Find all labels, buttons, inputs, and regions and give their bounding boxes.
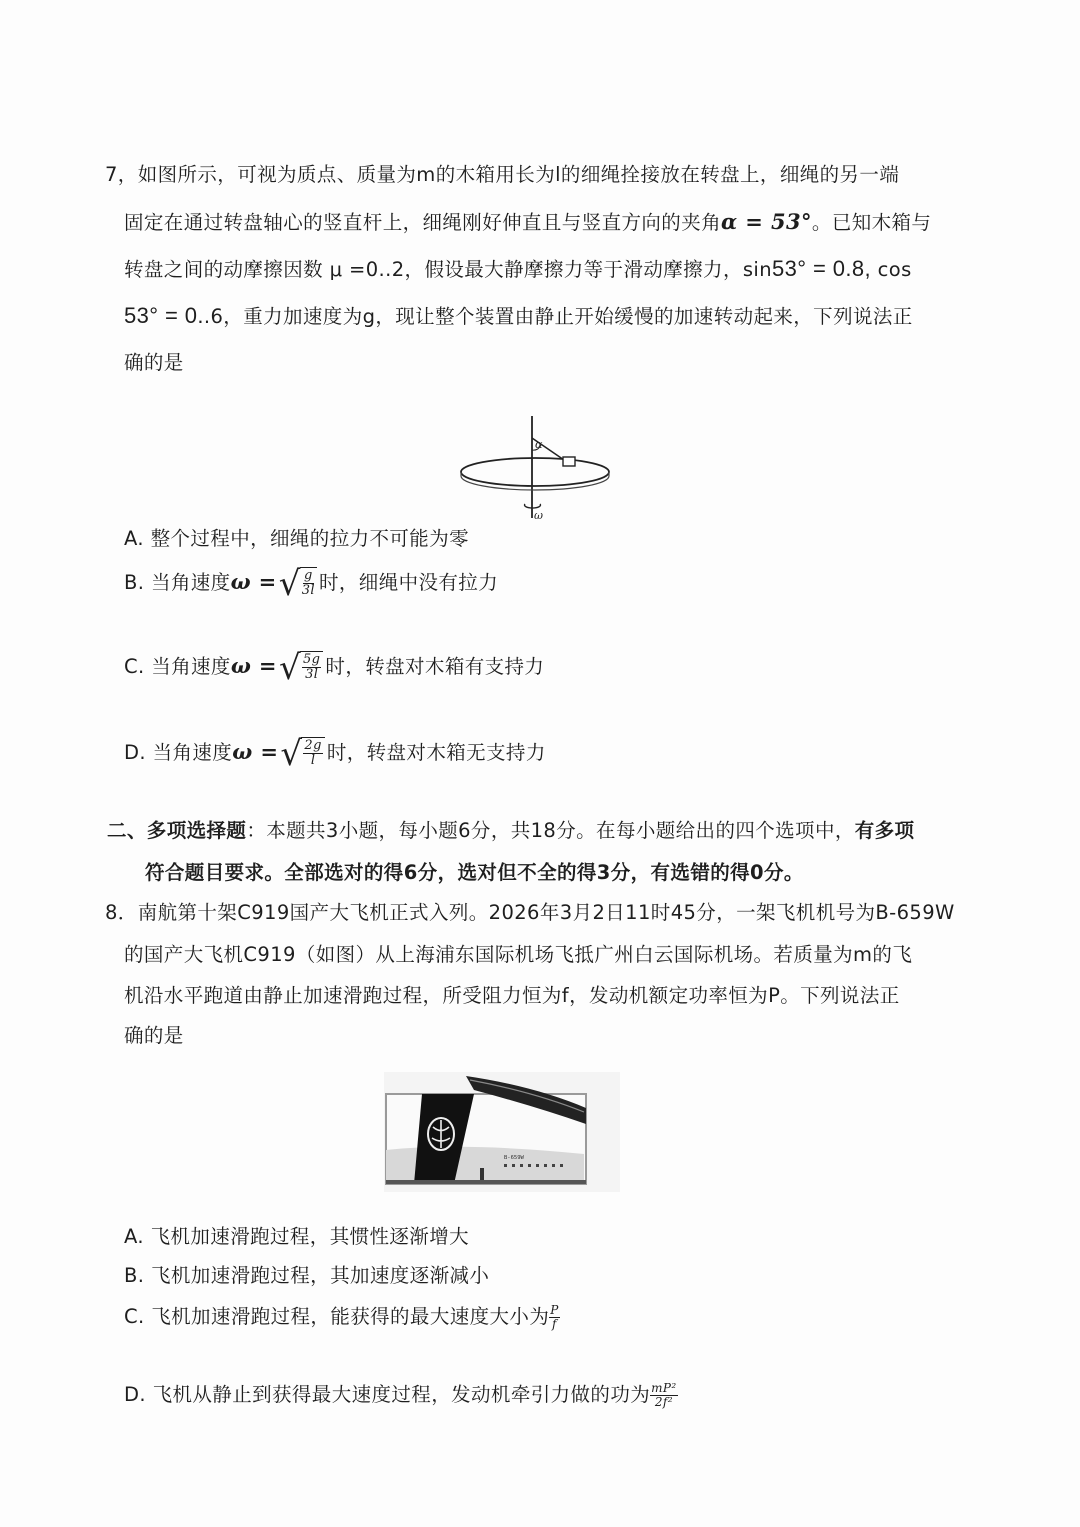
q8-option-b: B. 飞机加速滑跑过程，其加速度逐渐减小 — [124, 1264, 490, 1287]
cos-value: 53° = 0. — [124, 303, 204, 328]
q8-line-3: 机沿水平跑道由静止加速滑跑过程，所受阻力恒为f，发动机额定功率恒为P。下列说法正 — [124, 984, 900, 1007]
airplane-photo — [384, 1072, 620, 1192]
sqrt-5g-over-3l: √ $\frac{5g}{3l}$ — [279, 651, 323, 685]
q8-option-c: C. 飞机加速滑跑过程，能获得的最大速度大小为 $\frac{P}{f}$ — [124, 1303, 559, 1331]
fraction-p-over-f: $\frac{P}{f}$ — [550, 1303, 559, 1331]
q7-line-1: 7，如图所示，可视为质点、质量为m的木箱用长为l的细绳拴接放在转盘上，细绳的另一端 — [105, 163, 900, 186]
q8-line-4: 确的是 — [124, 1024, 184, 1047]
wooden-box — [563, 457, 575, 466]
q7-option-c: C. 当角速度ω = √ $\frac{5g}{3l}$ 时，转盘对木箱有支持力 — [124, 647, 545, 688]
q7-line-2: 固定在通过转盘轴心的竖直杆上，细绳刚好伸直且与竖直方向的夹角α = 53°。已知木箱与 — [124, 209, 932, 234]
q7-option-d: D. 当角速度ω = √ $\frac{2g}{l}$ 时，转盘对木箱无支持力 — [124, 733, 546, 774]
turntable-rim — [461, 472, 609, 490]
q7-option-b: B. 当角速度ω = √ $\frac{g}{3l}$ 时，细绳中没有拉力 — [124, 563, 499, 604]
q7-line-5: 确的是 — [124, 351, 184, 374]
q8-option-a: A. 飞机加速滑跑过程，其惯性逐渐增大 — [124, 1225, 469, 1248]
q8-option-d: D. 飞机从静止到获得最大速度过程，发动机牵引力做的功为 $\frac{\text{mP²}}{\text{2f²}}$ — [124, 1381, 677, 1409]
sqrt-g-over-3l: √ $\frac{g}{3l}$ — [278, 563, 315, 604]
section2-line-1: 二、多项选择题：本题共3小题，每小题6分，共18分。在每小题给出的四个选项中，有多项 — [107, 819, 915, 842]
q7-option-a: A. 整个过程中，细绳的拉力不可能为零 — [124, 527, 469, 550]
sin-value: 53° = 0.8, — [772, 256, 872, 281]
section2-line-2: 符合题目要求。全部选对的得6分，选对但不全的得3分，有选错的得0分。 — [145, 861, 804, 884]
q8-line-2: 的国产大飞机C919（如图）从上海浦东国际机场飞抵广州白云国际机场。若质量为m的飞 — [124, 943, 913, 966]
sqrt-2g-over-l: √ $\frac{2g}{l}$ — [280, 737, 324, 771]
fraction-mp2-over-2f2: $\frac{\text{mP²}}{\text{2f²}}$ — [651, 1381, 677, 1409]
omega-label: ω — [534, 509, 543, 522]
registration-text: B-659W — [504, 1155, 524, 1161]
alpha-label: α — [535, 438, 543, 451]
q8-line-1: 8．南航第十架C919国产大飞机正式入列。2026年3月2日11时45分，一架飞机机号为B-659W — [105, 901, 955, 924]
alpha-equation: α = 53° — [721, 209, 812, 234]
turntable-disc — [461, 458, 609, 486]
turntable-figure — [455, 412, 620, 524]
q7-line-4: 53° = 0..6，重力加速度为g，现让整个装置由静止开始缓慢的加速转动起来，下列说法正 — [124, 303, 913, 328]
q7-line-3: 转盘之间的动摩擦因数 μ =0..2，假设最大静摩擦力等于滑动摩擦力，sin53° = 0.8, cos — [124, 256, 912, 281]
